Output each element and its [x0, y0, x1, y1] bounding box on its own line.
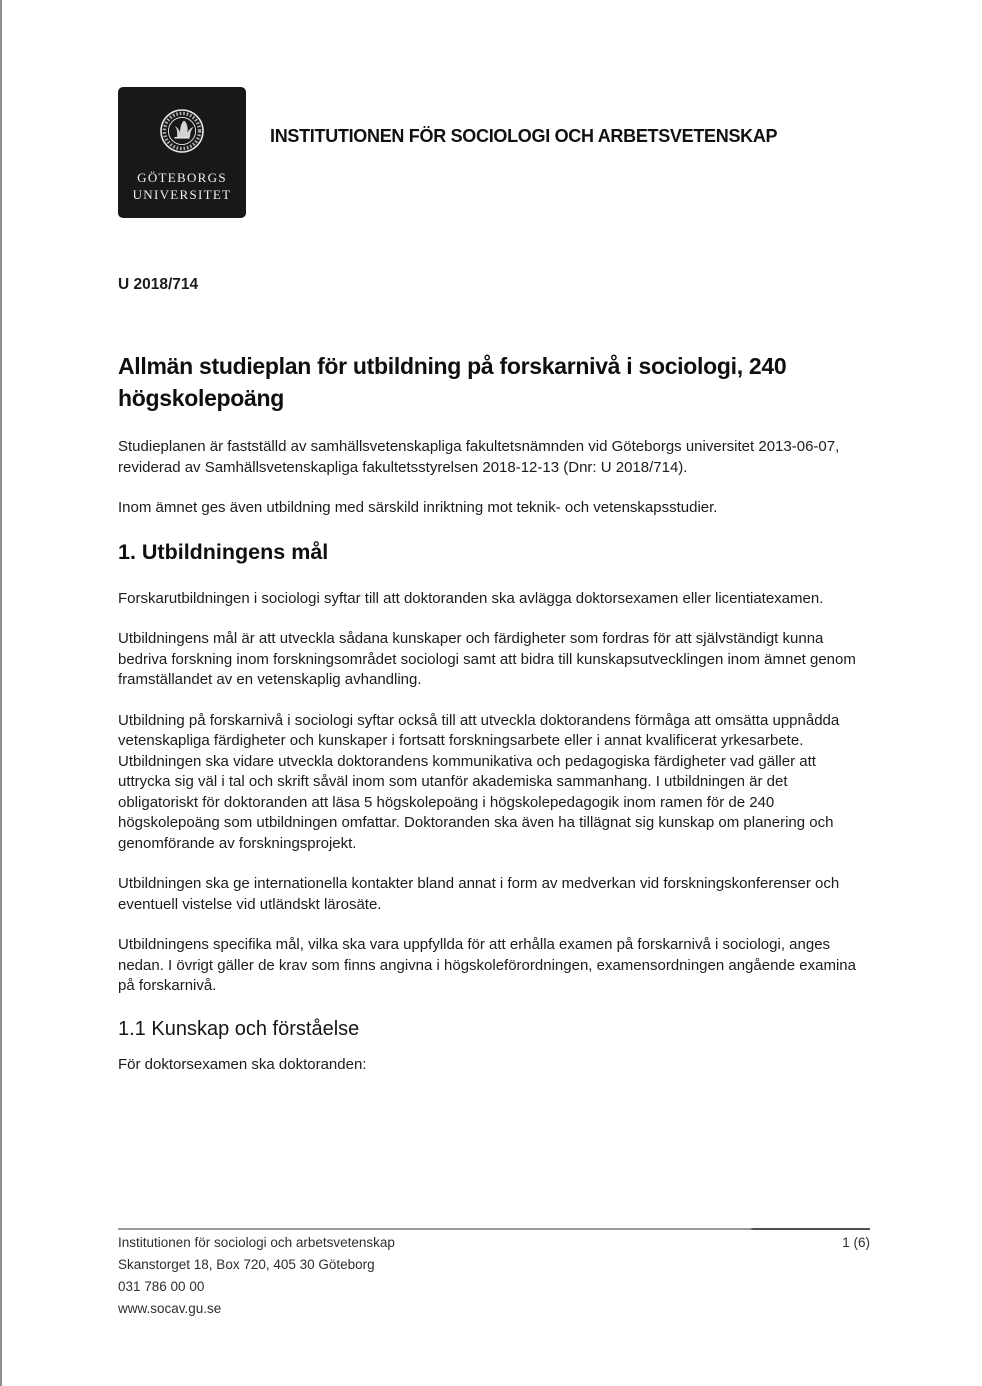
institution-header: INSTITUTIONEN FÖR SOCIOLOGI OCH ARBETSVETENSKAP	[270, 126, 778, 146]
university-seal-icon	[159, 108, 205, 159]
page-footer	[118, 1236, 870, 1324]
subsection-heading: 1.1 Kunskap och förståelse	[118, 1017, 360, 1040]
footer-phone: 031 786 00 00	[118, 1279, 205, 1294]
section-paragraph: Utbildningens mål är att utveckla sådana kunskaper och färdigheter som fordras för att självständigt kunna bedriva forskning inom forskningsområdet sociologi samt att bidra till kunskapsutvecklingen inom ämnet genom framställandet av en vetenskaplig avhandling.	[118, 630, 856, 688]
section-paragraph: Utbildningens specifika mål, vilka ska vara uppfyllda för att erhålla examen på forskarnivå i sociologi, anges nedan. I övrigt gäller de krav som finns angivna i högskoleförordningen, examensordningen angående examina på forskarnivå.	[118, 936, 856, 994]
footer-address: Skanstorget 18, Box 720, 405 30 Göteborg	[118, 1257, 375, 1272]
section-paragraph: Utbildningen ska ge internationella kontakter bland annat i form av medverkan vid forskningskonferenser och eventuell vistelse vid utländskt lärosäte.	[118, 875, 840, 913]
logo-name-line1: GÖTEBORGS	[137, 170, 227, 185]
page-number: 1 (6)	[842, 1235, 870, 1250]
footer-divider	[118, 1228, 870, 1230]
footer-institution: Institutionen för sociologi och arbetsvetenskap	[118, 1235, 395, 1250]
page-title: Allmän studieplan för utbildning på forskarnivå i sociologi, 240 högskolepoäng	[118, 353, 787, 411]
section-paragraph: Forskarutbildningen i sociologi syftar till att doktoranden ska avlägga doktorsexamen eller licentiatexamen.	[118, 589, 824, 607]
section-heading: 1. Utbildningens mål	[118, 539, 329, 564]
intro-paragraph: Studieplanen är fastställd av samhällsvetenskapliga fakultetsnämnden vid Göteborgs universitet 2013-06-07, reviderad av Samhällsvetenskapliga fakultetsstyrelsen 2018-12-13 (Dnr: U 2018/714).	[118, 438, 840, 476]
document-body	[118, 437, 866, 1095]
logo-name-line2: UNIVERSITET	[132, 187, 232, 202]
section-paragraph: Utbildning på forskarnivå i sociologi syftar också till att utveckla doktorandens förmåga att omsätta uppnådda vetenskapliga färdigheter och kunskaper i fortsatt forskningsarbete eller i annat kvalificerat yrkesarbete. Utbildningen ska vidare utveckla doktorandens kommunikativa och pedagogiska färdigheter vad gäller att uttrycka sig väl i tal och skrift såväl inom som utanför akademiska sammanhang. I utbildningen är det obligatoriskt för doktoranden att läsa 5 högskolepoäng i högskolepedagogik inom ramen för de 240 högskolepoäng som utbildningen omfattar. Doktoranden ska även ha tillägnat sig kunskap om planering och genomförande av forskningsprojekt.	[118, 711, 840, 852]
page-edge-line	[0, 0, 2, 1386]
subsection-paragraph: För doktorsexamen ska doktoranden:	[118, 1055, 367, 1073]
intro-paragraph: Inom ämnet ges även utbildning med särskild inriktning mot teknik- och vetenskapsstudier.	[118, 499, 718, 516]
university-logo	[118, 87, 246, 218]
reference-number: U 2018/714	[118, 276, 199, 293]
footer-website-link[interactable]: www.socav.gu.se	[118, 1301, 222, 1316]
